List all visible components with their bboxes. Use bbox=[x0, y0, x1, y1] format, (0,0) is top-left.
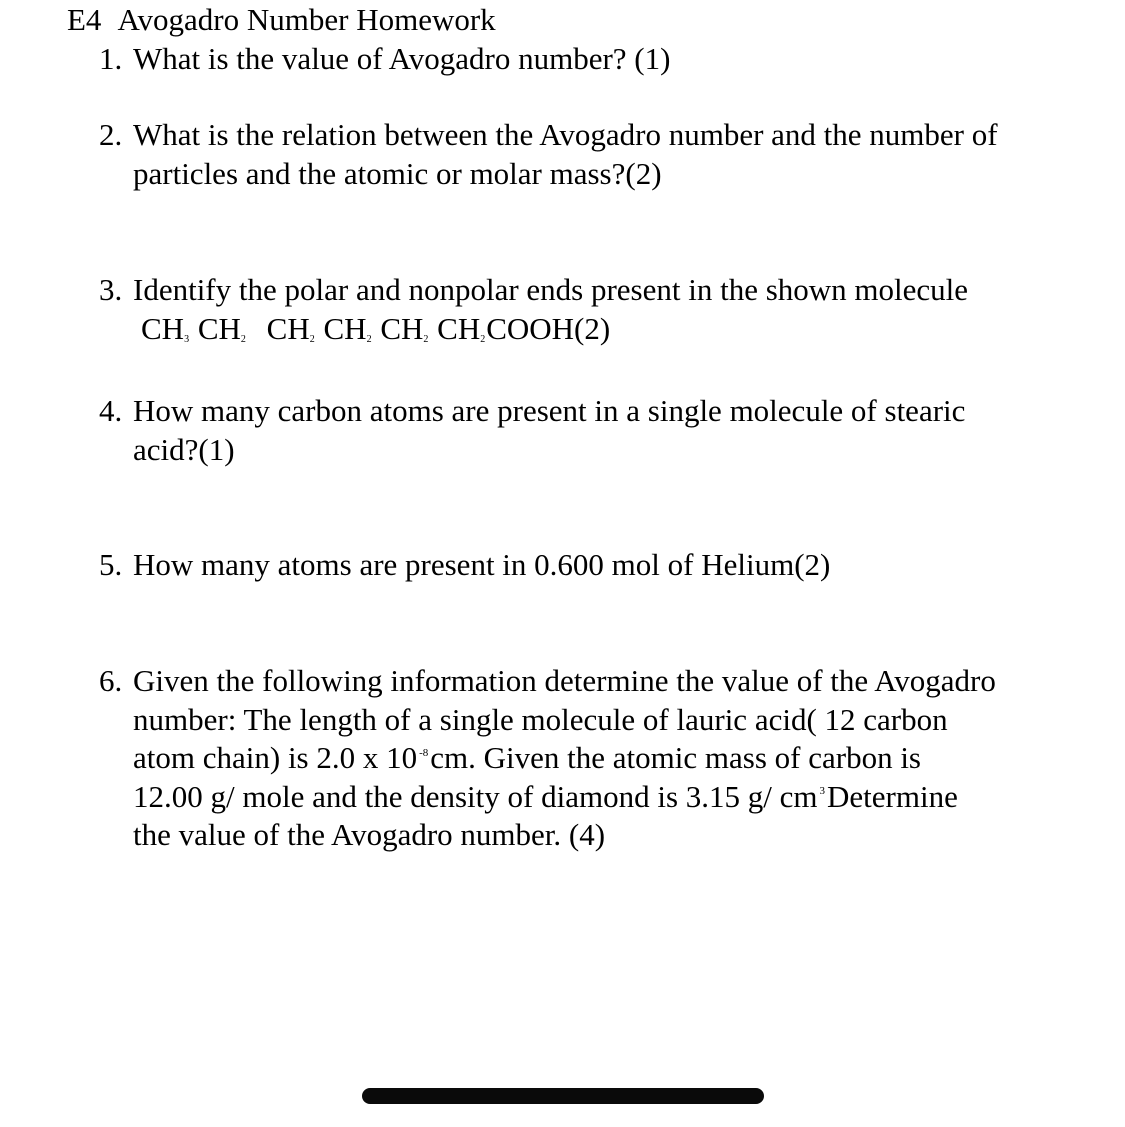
formula-group: $CH_3$ bbox=[141, 310, 190, 346]
molecule-formula bbox=[141, 310, 1089, 349]
question-text-line: What is the relation between the Avogadro number and the number of bbox=[133, 117, 998, 152]
question-text-line: acid?(1) bbox=[133, 431, 235, 467]
question-number: 3. bbox=[99, 272, 123, 307]
question-2 bbox=[99, 116, 1089, 193]
question-text-line: the value of the Avogadro number. (4) bbox=[133, 817, 606, 852]
question-3 bbox=[99, 271, 1089, 348]
question-number: 2. bbox=[99, 117, 123, 152]
formula-tail: COOH(2) bbox=[486, 310, 611, 346]
formula-group: $CH_2$ bbox=[197, 310, 246, 346]
page-title bbox=[67, 2, 496, 38]
question-6 bbox=[99, 662, 1089, 855]
question-text: What is the value of Avogadro number? (1) bbox=[133, 41, 671, 76]
question-5 bbox=[99, 546, 1089, 585]
question-text: Identify the polar and nonpolar ends present in the shown molecule bbox=[133, 272, 969, 307]
question-number: 6. bbox=[99, 663, 123, 698]
homework-title: Avogadro Number Homework bbox=[117, 2, 496, 37]
formula-group: $CH_2$ bbox=[266, 310, 315, 346]
exponent: 3 bbox=[819, 785, 825, 798]
question-text-line: 12.00 g/ mole and the density of diamond is 3.15 g/ cm $^3$Determine bbox=[133, 778, 958, 814]
question-text: How many atoms are present in 0.600 mol of Helium(2) bbox=[133, 547, 831, 582]
exponent: -8 bbox=[419, 746, 429, 759]
question-text-line: atom chain) is 2.0 x 10 $^{-8}$cm. Given the atomic mass of carbon is bbox=[133, 740, 921, 775]
question-text-line: Given the following information determine the value of the Avogadro bbox=[133, 663, 996, 698]
question-number: 5. bbox=[99, 547, 123, 582]
question-1 bbox=[99, 40, 1089, 79]
question-number: 1. bbox=[99, 41, 123, 76]
home-indicator[interactable] bbox=[362, 1088, 764, 1104]
question-text-line: particles and the atomic or molar mass?(2) bbox=[133, 155, 662, 191]
formula-group: $CH_2$ bbox=[380, 310, 429, 346]
question-text-line: How many carbon atoms are present in a single molecule of stearic bbox=[133, 393, 966, 428]
formula-group: $CH_2$ bbox=[437, 310, 486, 346]
question-text-line: number: The length of a single molecule of lauric acid( 12 carbon bbox=[133, 701, 948, 737]
question-4 bbox=[99, 392, 1089, 469]
formula-group: $CH_2$ bbox=[323, 310, 372, 346]
homework-code: E4 bbox=[67, 2, 102, 37]
question-number: 4. bbox=[99, 393, 123, 428]
